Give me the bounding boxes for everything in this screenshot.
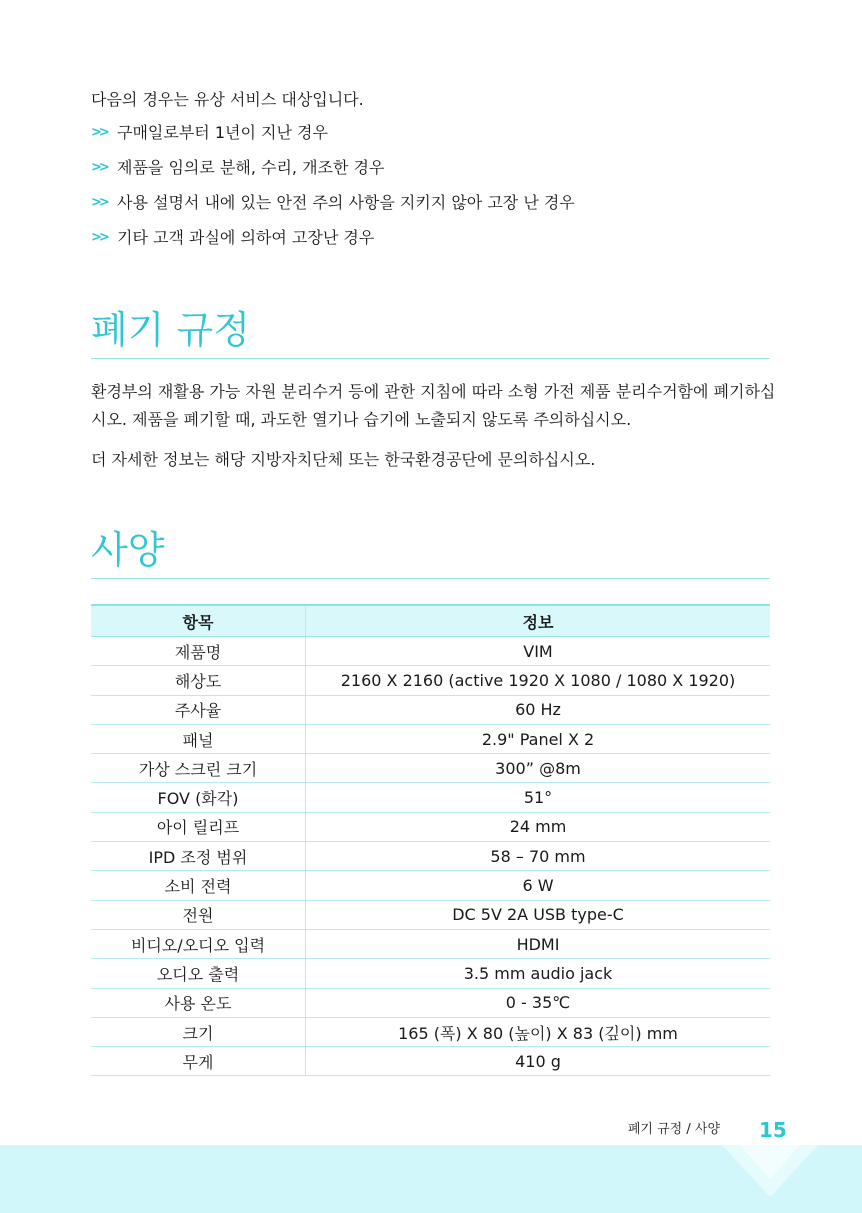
table-row: 제품명 VIM (91, 637, 770, 666)
list-item: >> 기타 고객 과실에 의하여 고장난 경우 (91, 226, 575, 261)
divider (91, 578, 770, 579)
disposal-title: 폐기 규정 (91, 308, 250, 352)
table-row: 패널 2.9" Panel X 2 (91, 724, 770, 753)
chevron-right-icon: >> (91, 125, 107, 140)
list-item: >> 사용 설명서 내에 있는 안전 주의 사항을 지키지 않아 고장 난 경우 (91, 191, 575, 226)
table-row: 해상도 2160 X 2160 (active 1920 X 1080 / 1080 X 1920) (91, 666, 770, 695)
table-row: 주사율 60 Hz (91, 695, 770, 724)
list-item: >> 제품을 임의로 분해, 수리, 개조한 경우 (91, 156, 575, 191)
disposal-contact-paragraph: 더 자세한 정보는 해당 지방자치단체 또는 한국환경공단에 문의하십시오. (91, 450, 596, 469)
table-header-row (91, 605, 770, 637)
table-row: FOV (화각) 51° (91, 783, 770, 812)
divider (91, 358, 770, 359)
table-row: 전원 DC 5V 2A USB type-C (91, 900, 770, 929)
chevron-right-icon: >> (91, 230, 107, 245)
paid-service-list (91, 121, 575, 261)
list-item: >> 구매일로부터 1년이 지난 경우 (91, 121, 575, 156)
footer-band (0, 1145, 862, 1213)
chevron-right-icon: >> (91, 160, 107, 175)
table-row: IPD 조정 범위 58 – 70 mm (91, 842, 770, 871)
table-row: 크기 165 (폭) X 80 (높이) X 83 (깊이) mm (91, 1017, 770, 1046)
column-header-item: 항목 (91, 605, 306, 637)
table-row: 소비 전력 6 W (91, 871, 770, 900)
table-row: 가상 스크린 크기 300” @8m (91, 754, 770, 783)
table-row: 사용 온도 0 - 35℃ (91, 988, 770, 1017)
spec-table (91, 604, 770, 1076)
chevron-right-icon: >> (91, 195, 107, 210)
table-row: 비디오/오디오 입력 HDMI (91, 929, 770, 958)
table-row: 오디오 출력 3.5 mm audio jack (91, 959, 770, 988)
footer-section-label: 폐기 규정 / 사양 (627, 1122, 720, 1137)
page-number: 15 (759, 1118, 787, 1142)
table-row: 무게 410 g (91, 1047, 770, 1076)
spec-title: 사양 (91, 528, 165, 572)
column-header-info: 정보 (306, 605, 771, 637)
paid-service-intro: 다음의 경우는 유상 서비스 대상입니다. (91, 90, 364, 109)
disposal-paragraph: 환경부의 재활용 가능 자원 분리수거 등에 관한 지침에 따라 소형 가전 제품 분리수거함에 폐기하십시오. 제품을 폐기할 때, 과도한 열기나 습기에 노출되지 않도록 주의하십시오. (91, 382, 776, 429)
table-row: 아이 릴리프 24 mm (91, 812, 770, 841)
